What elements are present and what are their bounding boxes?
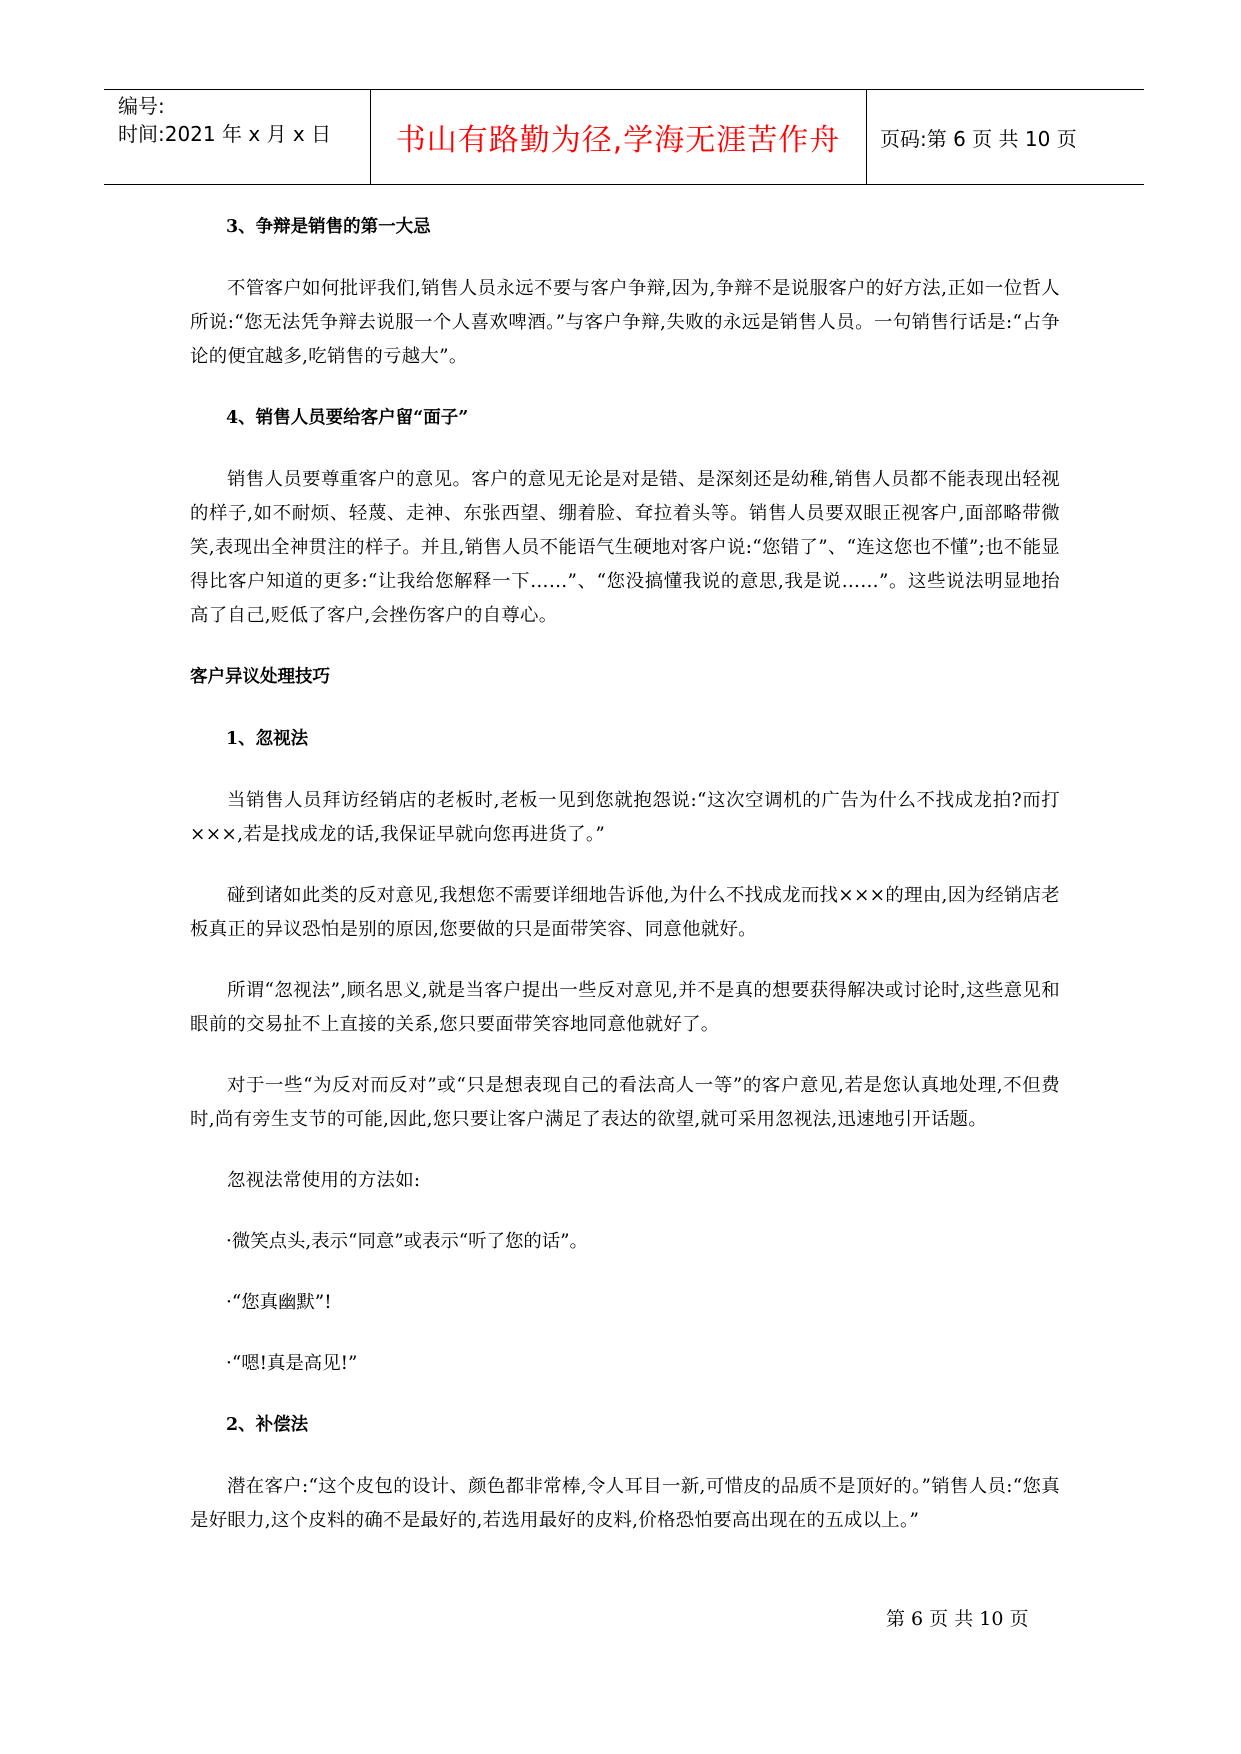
- header-motto-cell: [370, 90, 867, 184]
- bullet-item: ·微笑点头,表示“同意”或表示“听了您的话”。: [226, 1231, 588, 1252]
- page-footer: 第 6 页 共 10 页: [886, 1608, 1029, 1630]
- method-1-heading: 1、忽视法: [226, 729, 309, 749]
- document-body: [190, 210, 1060, 1565]
- header-page-cell: [866, 90, 1144, 184]
- section-4-paragraph: 销售人员要尊重客户的意见。客户的意见无论是对是错、是深刻还是幼稚,销售人员都不能表现出轻视的样子,如不耐烦、轻蔑、走神、东张西望、绷着脸、耷拉着头等。销售人员要双眼正视客户,面部略带微笑,表现出全神贯注的样子。并且,销售人员不能语气生硬地对客户说:“您错了”、“连这您也不懂”;也不能显得比客户知道的更多:“让我给您解释一下……”、“您没搞懂我说的意思,我是说……”。这些说法明显地抬高了自己,贬低了客户,会挫伤客户的自尊心。: [190, 469, 1060, 626]
- bullet-item: ·“嗯!真是高见!”: [226, 1353, 358, 1374]
- method-1-paragraph-4: 对于一些“为反对而反对”或“只是想表现自己的看法高人一等”的客户意见,若是您认真地处理,不但费时,尚有旁生支节的可能,因此,您只要让客户满足了表达的欲望,就可采用忽视法,迅速地引开话题。: [190, 1075, 1060, 1130]
- objection-handling-heading: 客户异议处理技巧: [190, 667, 330, 687]
- document-time-label: 时间:2021 年 x 月 x 日: [118, 122, 332, 146]
- document-header: [104, 89, 1144, 185]
- method-1-paragraph-1: 当销售人员拜访经销店的老板时,老板一见到您就抱怨说:“这次空调机的广告为什么不找成龙拍?而打×××,若是找成龙的话,我保证早就向您再进货了。”: [190, 790, 1060, 845]
- header-page-number: 页码:第 6 页 共 10 页: [880, 126, 1077, 151]
- method-2-heading: 2、补偿法: [226, 1415, 309, 1435]
- motto-text: 书山有路勤为径,学海无涯苦作舟: [395, 123, 841, 158]
- section-3-heading: 3、争辩是销售的第一大忌: [226, 217, 431, 237]
- method-1-paragraph-3: 所谓“忽视法”,顾名思义,就是当客户提出一些反对意见,并不是真的想要获得解决或讨论时,这些意见和眼前的交易扯不上直接的关系,您只要面带笑容地同意他就好了。: [190, 980, 1060, 1035]
- method-1-paragraph-2: 碰到诸如此类的反对意见,我想您不需要详细地告诉他,为什么不找成龙而找×××的理由,因为经销店老板真正的异议恐怕是别的原因,您要做的只是面带笑容、同意他就好。: [190, 885, 1060, 940]
- method-1-paragraph-5: 忽视法常使用的方法如:: [227, 1170, 421, 1191]
- document-number-label: 编号:: [118, 94, 165, 118]
- method-2-paragraph: 潜在客户:“这个皮包的设计、颜色都非常棒,令人耳目一新,可惜皮的品质不是顶好的。”销售人员:“您真是好眼力,这个皮料的确不是最好的,若选用最好的皮料,价格恐怕要高出现在的五成以上。”: [190, 1476, 1060, 1531]
- header-meta-cell: [104, 90, 371, 184]
- section-3-paragraph: 不管客户如何批评我们,销售人员永远不要与客户争辩,因为,争辩不是说服客户的好方法,正如一位哲人所说:“您无法凭争辩去说服一个人喜欢啤酒。”与客户争辩,失败的永远是销售人员。一句销售行话是:“占争论的便宜越多,吃销售的亏越大”。: [190, 278, 1060, 367]
- bullet-item: ·“您真幽默”!: [226, 1292, 332, 1313]
- section-4-heading: 4、销售人员要给客户留“面子”: [226, 408, 469, 428]
